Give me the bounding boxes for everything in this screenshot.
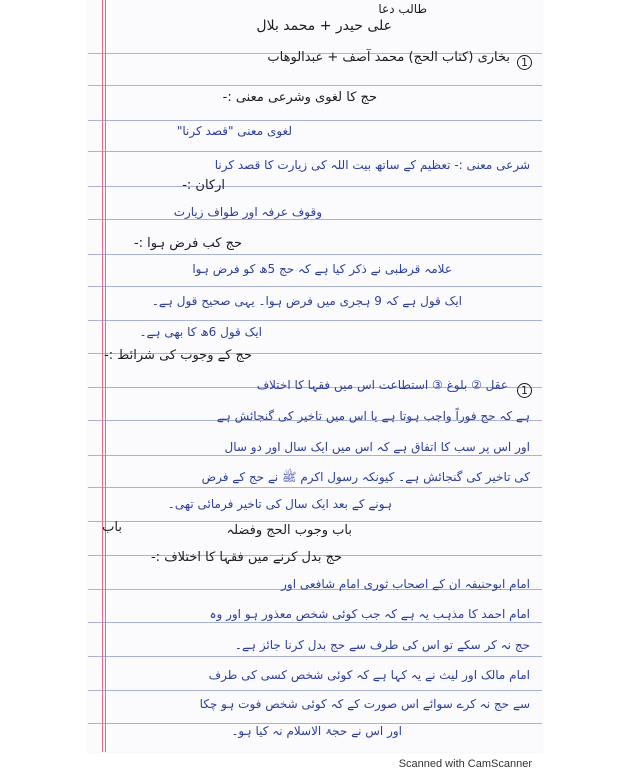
farz-line-2: ایک قول ہے کہ 9 ہجری میں فرض ہوا۔ یہی صحیح قول ہے۔ xyxy=(151,294,462,308)
heading-arkan: ارکان :- xyxy=(182,178,225,193)
ruled-line xyxy=(88,219,542,220)
shurut-line-4: کی تاخیر کی گنجائش ہے۔ کیونکہ رسول اکرم ﷺ نے حج کے فرض xyxy=(201,470,530,484)
margin-line xyxy=(102,0,103,752)
scanner-watermark: Scanned with CamScanner xyxy=(398,758,532,770)
ruled-line xyxy=(88,85,542,86)
badal-line-5: سے حج نہ کرے سوائے اس صورت کے کہ کوئی شخص فوت ہو چکا xyxy=(199,697,530,711)
badal-line-3: حج نہ کر سکے تو اس کی طرف سے حج بدل کرنا جائز ہے۔ xyxy=(234,638,530,652)
shurut-line-5: ہونے کے بعد ایک سال کی تاخیر فرمائی تھی۔ xyxy=(167,497,392,511)
students-label: طالب دعا xyxy=(378,2,427,16)
ruled-line xyxy=(88,186,542,187)
badal-line-2: امام احمد کا مذہب یہ ہے کہ جب کوئی شخص معذور ہو اور وہ xyxy=(209,607,530,621)
badal-line-4: امام مالک اور لیث نے یہ کہا ہے کہ کوئی شخص کسی کی طرف xyxy=(208,668,530,682)
ruled-line xyxy=(88,254,542,255)
badal-line-6: اور اس نے حجۃ الاسلام نہ کیا ہو۔ xyxy=(231,724,402,738)
badal-line-1: امام ابوحنیفہ ان کے اصحاب ثوری امام شافعی اور xyxy=(281,577,530,591)
ruled-line xyxy=(88,521,542,522)
shurut-line-2: ہے کہ حج فوراً واجب ہوتا ہے یا اس میں تاخیر کی گنجائش ہے xyxy=(216,409,530,423)
heading-farz: حج کب فرض ہوا :- xyxy=(133,236,242,251)
arkan-text: وقوف عرفہ اور طواف زیارت xyxy=(173,205,322,219)
heading-badal: حج بدل کرنے میں فقہا کا اختلاف :- xyxy=(150,550,342,565)
margin-line xyxy=(105,0,106,752)
ruled-line xyxy=(88,622,542,623)
shari-meaning: شرعی معنی :- تعظیم کے ساتھ بیت اللہ کی زیارت کا قصد کرنا xyxy=(214,158,530,172)
notebook-page xyxy=(88,0,542,752)
ruled-line xyxy=(88,656,542,657)
shurut-line-1: عقل ② بلوغ ③ استطاعت اس میں فقہا کا اختلاف xyxy=(256,378,508,392)
students-names: علی حیدر + محمد بلال xyxy=(256,18,392,34)
ruled-line xyxy=(88,120,542,121)
ruled-line xyxy=(88,690,542,691)
heading-meaning: حج کا لغوی وشرعی معنی :- xyxy=(222,90,377,105)
ruled-line xyxy=(88,286,542,287)
lughawi-meaning: لغوی معنی "قصد کرنا" xyxy=(176,124,292,138)
farz-line-1: علامہ قرطبی نے ذکر کیا ہے کہ حج 5ھ کو فرض ہوا xyxy=(192,262,452,276)
condition-number: 1 xyxy=(517,383,532,398)
bab-label: باب xyxy=(102,520,122,535)
title-line: بخاری (کتاب الحج) محمد آصف + عبدالوھاب xyxy=(267,50,510,65)
ruled-line xyxy=(88,320,542,321)
heading-shurut: حج کے وجوب کی شرائط :- xyxy=(104,348,252,363)
ruled-line xyxy=(88,487,542,488)
ruled-line xyxy=(88,151,542,152)
farz-line-3: ایک قول 6ھ کا بھی ہے۔ xyxy=(139,325,262,339)
bab-title: باب وجوب الحج وفضلہ xyxy=(226,523,352,538)
item-number: 1 xyxy=(517,55,532,70)
shurut-line-3: اور اس پر سب کا اتفاق ہے کہ اس میں ایک سال اور دو سال xyxy=(224,440,530,454)
ruled-line xyxy=(88,455,542,456)
